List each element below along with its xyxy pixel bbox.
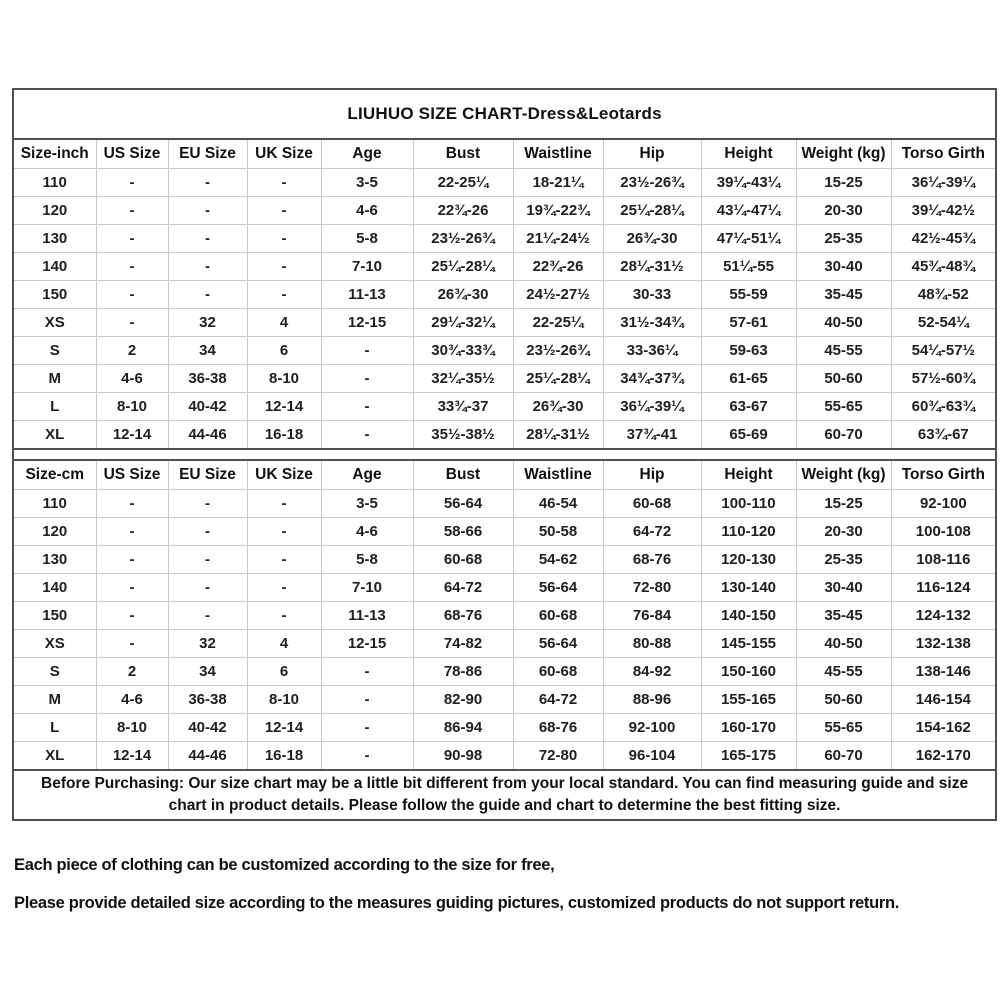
column-header: Waistline — [513, 460, 603, 490]
table-cell: - — [168, 281, 247, 309]
table-cell: 76-84 — [603, 602, 701, 630]
table-cell: 44-46 — [168, 742, 247, 771]
table-cell: 56-64 — [513, 574, 603, 602]
page-title: LIUHUO SIZE CHART-Dress&Leotards — [13, 89, 996, 139]
table-row — [13, 686, 996, 714]
table-cell: 15-25 — [796, 169, 891, 197]
table-cell: 3-5 — [321, 490, 413, 518]
table-cell: 50-60 — [796, 686, 891, 714]
table-cell: 12-14 — [247, 393, 321, 421]
table-cell: 110-120 — [701, 518, 796, 546]
table-cell: - — [247, 518, 321, 546]
table-cell: 20-30 — [796, 518, 891, 546]
table-cell: L — [13, 393, 96, 421]
table-cell: - — [168, 169, 247, 197]
table-cell: 7-10 — [321, 253, 413, 281]
table-cell: - — [96, 602, 168, 630]
table-cell: 8-10 — [247, 686, 321, 714]
table-cell: 146-154 — [891, 686, 996, 714]
table-cell: 4-6 — [321, 197, 413, 225]
table-cell: 120-130 — [701, 546, 796, 574]
table-cell: 132-138 — [891, 630, 996, 658]
table-row — [13, 630, 996, 658]
table-cell: 63¾-67 — [891, 421, 996, 450]
inch-table-body — [13, 169, 996, 450]
column-header: Age — [321, 139, 413, 169]
table-cell: 140 — [13, 574, 96, 602]
table-cell: - — [321, 658, 413, 686]
table-cell: 7-10 — [321, 574, 413, 602]
table-cell: - — [168, 225, 247, 253]
table-cell: 26¾-30 — [603, 225, 701, 253]
table-cell: 26¾-30 — [513, 393, 603, 421]
column-header: Bust — [413, 139, 513, 169]
table-cell: 3-5 — [321, 169, 413, 197]
table-cell: - — [96, 197, 168, 225]
table-cell: 150 — [13, 602, 96, 630]
table-cell: - — [247, 225, 321, 253]
table-cell: 4-6 — [321, 518, 413, 546]
column-header: Torso Girth — [891, 139, 996, 169]
table-cell: 34 — [168, 658, 247, 686]
table-cell: 54¼-57½ — [891, 337, 996, 365]
column-header: Weight (kg) — [796, 460, 891, 490]
table-cell: 39¼-43¼ — [701, 169, 796, 197]
table-cell: M — [13, 365, 96, 393]
table-cell: - — [96, 281, 168, 309]
table-cell: 32 — [168, 309, 247, 337]
table-cell: 25-35 — [796, 225, 891, 253]
table-cell: 74-82 — [413, 630, 513, 658]
table-cell: 56-64 — [413, 490, 513, 518]
table-cell: 6 — [247, 337, 321, 365]
column-header: Waistline — [513, 139, 603, 169]
table-cell: 58-66 — [413, 518, 513, 546]
table-cell: 44-46 — [168, 421, 247, 450]
table-cell: 12-14 — [96, 742, 168, 771]
table-cell: - — [247, 169, 321, 197]
table-cell: 22¾-26 — [513, 253, 603, 281]
separator-row — [13, 449, 996, 460]
table-cell: - — [96, 309, 168, 337]
table-cell: 33-36¼ — [603, 337, 701, 365]
table-cell: 43¼-47¼ — [701, 197, 796, 225]
table-cell: 145-155 — [701, 630, 796, 658]
table-cell: 57½-60¾ — [891, 365, 996, 393]
table-cell: 56-64 — [513, 630, 603, 658]
footer-line-customization: Each piece of clothing can be customized according to the size for free, — [14, 856, 555, 874]
table-cell: 68-76 — [413, 602, 513, 630]
table-cell: 55-65 — [796, 714, 891, 742]
table-cell: 23½-26¾ — [413, 225, 513, 253]
table-cell: 25¼-28¼ — [513, 365, 603, 393]
table-cell: 22¾-26 — [413, 197, 513, 225]
table-cell: 2 — [96, 658, 168, 686]
table-cell: 59-63 — [701, 337, 796, 365]
table-cell: 120 — [13, 197, 96, 225]
table-cell: 68-76 — [603, 546, 701, 574]
table-cell: 21¼-24½ — [513, 225, 603, 253]
table-cell: 4 — [247, 309, 321, 337]
table-row — [13, 281, 996, 309]
table-cell: 130 — [13, 546, 96, 574]
table-cell: 11-13 — [321, 281, 413, 309]
table-cell: - — [168, 253, 247, 281]
table-cell: - — [321, 421, 413, 450]
table-cell: 90-98 — [413, 742, 513, 771]
table-cell: 155-165 — [701, 686, 796, 714]
table-cell: 35-45 — [796, 602, 891, 630]
column-header: US Size — [96, 460, 168, 490]
table-cell: 60-68 — [413, 546, 513, 574]
table-cell: 140-150 — [701, 602, 796, 630]
table-cell: 63-67 — [701, 393, 796, 421]
table-cell: 92-100 — [891, 490, 996, 518]
table-cell: 96-104 — [603, 742, 701, 771]
table-cell: 50-60 — [796, 365, 891, 393]
table-cell: 29¼-32¼ — [413, 309, 513, 337]
table-row — [13, 574, 996, 602]
table-cell: 36-38 — [168, 686, 247, 714]
table-cell: 60-70 — [796, 742, 891, 771]
table-cell: 82-90 — [413, 686, 513, 714]
table-cell: 64-72 — [603, 518, 701, 546]
table-cell: - — [321, 686, 413, 714]
column-header: Hip — [603, 460, 701, 490]
table-cell: 11-13 — [321, 602, 413, 630]
table-cell: 8-10 — [96, 714, 168, 742]
table-cell: - — [321, 742, 413, 771]
column-header: EU Size — [168, 139, 247, 169]
table-cell: 80-88 — [603, 630, 701, 658]
table-cell: - — [247, 602, 321, 630]
table-cell: 16-18 — [247, 421, 321, 450]
table-cell: 55-59 — [701, 281, 796, 309]
table-cell: 23½-26¾ — [513, 337, 603, 365]
table-cell: 150-160 — [701, 658, 796, 686]
table-cell: 40-50 — [796, 630, 891, 658]
table-cell: 60-68 — [513, 658, 603, 686]
table-cell: XS — [13, 630, 96, 658]
column-header: Bust — [413, 460, 513, 490]
table-cell: 88-96 — [603, 686, 701, 714]
table-cell: 100-108 — [891, 518, 996, 546]
table-cell: - — [96, 546, 168, 574]
table-cell: 84-92 — [603, 658, 701, 686]
table-cell: 54-62 — [513, 546, 603, 574]
table-cell: 28¼-31½ — [603, 253, 701, 281]
table-cell: 12-15 — [321, 630, 413, 658]
title-row — [13, 89, 996, 139]
table-cell: 28¼-31½ — [513, 421, 603, 450]
column-header: UK Size — [247, 460, 321, 490]
table-cell: 86-94 — [413, 714, 513, 742]
table-cell: 130-140 — [701, 574, 796, 602]
table-cell: 18-21¼ — [513, 169, 603, 197]
table-cell: 120 — [13, 518, 96, 546]
table-cell: 57-61 — [701, 309, 796, 337]
table-cell: XL — [13, 421, 96, 450]
table-row — [13, 197, 996, 225]
table-cell: 64-72 — [413, 574, 513, 602]
table-cell: 65-69 — [701, 421, 796, 450]
table-cell: 2 — [96, 337, 168, 365]
table-cell: 5-8 — [321, 225, 413, 253]
table-cell: 34¾-37¾ — [603, 365, 701, 393]
table-cell: 35-45 — [796, 281, 891, 309]
table-cell: - — [96, 490, 168, 518]
table-row — [13, 518, 996, 546]
table-cell: 24½-27½ — [513, 281, 603, 309]
table-cell: 25¼-28¼ — [413, 253, 513, 281]
table-cell: - — [96, 169, 168, 197]
table-cell: - — [168, 518, 247, 546]
table-cell: 140 — [13, 253, 96, 281]
footer-notes — [14, 856, 989, 932]
table-row — [13, 169, 996, 197]
table-cell: 33¾-37 — [413, 393, 513, 421]
table-row — [13, 658, 996, 686]
table-cell: 60¾-63¾ — [891, 393, 996, 421]
table-cell: 20-30 — [796, 197, 891, 225]
table-cell: 60-68 — [603, 490, 701, 518]
table-cell: 8-10 — [96, 393, 168, 421]
size-chart-sheet — [12, 88, 995, 821]
table-cell: 26¾-30 — [413, 281, 513, 309]
table-row — [13, 714, 996, 742]
column-header: Age — [321, 460, 413, 490]
table-cell: 22-25¼ — [413, 169, 513, 197]
table-cell: 32 — [168, 630, 247, 658]
table-cell: 12-14 — [96, 421, 168, 450]
table-cell: 5-8 — [321, 546, 413, 574]
table-cell: 40-42 — [168, 714, 247, 742]
table-cell: 61-65 — [701, 365, 796, 393]
column-header: Size-inch — [13, 139, 96, 169]
table-cell: 110 — [13, 490, 96, 518]
table-cell: 52-54¼ — [891, 309, 996, 337]
table-cell: 12-14 — [247, 714, 321, 742]
table-cell: 37¾-41 — [603, 421, 701, 450]
table-cell: 42½-45¾ — [891, 225, 996, 253]
table-cell: 55-65 — [796, 393, 891, 421]
table-cell: 25-35 — [796, 546, 891, 574]
table-row — [13, 253, 996, 281]
table-cell: - — [247, 490, 321, 518]
table-cell: 36¼-39¼ — [603, 393, 701, 421]
inch-header-row — [13, 139, 996, 169]
table-cell: 72-80 — [603, 574, 701, 602]
table-cell: 68-76 — [513, 714, 603, 742]
table-cell: 23½-26¾ — [603, 169, 701, 197]
table-cell: 60-68 — [513, 602, 603, 630]
table-cell: 45-55 — [796, 337, 891, 365]
table-cell: 130 — [13, 225, 96, 253]
column-header: Weight (kg) — [796, 139, 891, 169]
footer-line-return-policy: Please provide detailed size according to the measures guiding pictures, customized products do not support return. — [14, 894, 900, 912]
table-cell: - — [168, 574, 247, 602]
table-cell: 15-25 — [796, 490, 891, 518]
table-cell: 45¾-48¾ — [891, 253, 996, 281]
column-header: Height — [701, 139, 796, 169]
table-cell: 162-170 — [891, 742, 996, 771]
column-header: Torso Girth — [891, 460, 996, 490]
table-cell: 4-6 — [96, 365, 168, 393]
table-cell: 39¼-42½ — [891, 197, 996, 225]
table-cell: - — [247, 253, 321, 281]
table-row — [13, 393, 996, 421]
table-cell: XS — [13, 309, 96, 337]
table-cell: 154-162 — [891, 714, 996, 742]
table-cell: 51¼-55 — [701, 253, 796, 281]
table-cell: 32¼-35½ — [413, 365, 513, 393]
purchase-note: Before Purchasing: Our size chart may be a little bit different from your local standard. You can find measuring guide and size chart in product details. Please follow the guide and chart to determine the best fitting size. — [13, 770, 996, 820]
table-cell: 22-25¼ — [513, 309, 603, 337]
table-cell: 30-40 — [796, 253, 891, 281]
table-row — [13, 421, 996, 450]
table-row — [13, 225, 996, 253]
column-header: Hip — [603, 139, 701, 169]
table-cell: 110 — [13, 169, 96, 197]
table-cell: - — [247, 574, 321, 602]
table-cell: XL — [13, 742, 96, 771]
note-row — [13, 770, 996, 820]
table-cell: - — [321, 393, 413, 421]
table-cell: 36-38 — [168, 365, 247, 393]
table-cell: 64-72 — [513, 686, 603, 714]
table-cell: 150 — [13, 281, 96, 309]
table-row — [13, 490, 996, 518]
table-cell: 45-55 — [796, 658, 891, 686]
table-cell: - — [96, 630, 168, 658]
table-cell: 48¾-52 — [891, 281, 996, 309]
table-cell: 30-40 — [796, 574, 891, 602]
table-cell: S — [13, 337, 96, 365]
table-row — [13, 742, 996, 771]
cm-table-body — [13, 490, 996, 771]
size-chart-table — [12, 88, 997, 821]
table-cell: 34 — [168, 337, 247, 365]
table-cell: - — [247, 197, 321, 225]
cm-header-row — [13, 460, 996, 490]
table-cell: 30¾-33¾ — [413, 337, 513, 365]
table-cell: - — [321, 337, 413, 365]
column-header: Size-cm — [13, 460, 96, 490]
table-cell: 124-132 — [891, 602, 996, 630]
table-cell: 108-116 — [891, 546, 996, 574]
table-cell: 36¼-39¼ — [891, 169, 996, 197]
table-cell: 25¼-28¼ — [603, 197, 701, 225]
table-row — [13, 365, 996, 393]
table-cell: - — [96, 253, 168, 281]
table-cell: 46-54 — [513, 490, 603, 518]
table-cell: 8-10 — [247, 365, 321, 393]
table-cell: 40-50 — [796, 309, 891, 337]
table-cell: - — [96, 225, 168, 253]
table-row — [13, 546, 996, 574]
table-cell: - — [321, 365, 413, 393]
table-cell: - — [96, 518, 168, 546]
table-cell: - — [247, 546, 321, 574]
table-cell: 6 — [247, 658, 321, 686]
table-row — [13, 602, 996, 630]
table-cell: 4 — [247, 630, 321, 658]
table-cell: - — [321, 714, 413, 742]
table-cell: 30-33 — [603, 281, 701, 309]
separator-cell — [13, 449, 996, 460]
table-cell: 165-175 — [701, 742, 796, 771]
table-cell: 50-58 — [513, 518, 603, 546]
table-cell: 92-100 — [603, 714, 701, 742]
table-cell: - — [168, 197, 247, 225]
table-cell: 116-124 — [891, 574, 996, 602]
table-cell: - — [168, 602, 247, 630]
table-row — [13, 309, 996, 337]
table-cell: 138-146 — [891, 658, 996, 686]
table-cell: 16-18 — [247, 742, 321, 771]
column-header: Height — [701, 460, 796, 490]
table-cell: L — [13, 714, 96, 742]
table-cell: - — [247, 281, 321, 309]
table-cell: 12-15 — [321, 309, 413, 337]
table-cell: - — [168, 490, 247, 518]
table-cell: 160-170 — [701, 714, 796, 742]
table-cell: 78-86 — [413, 658, 513, 686]
table-cell: 4-6 — [96, 686, 168, 714]
table-cell: 31½-34¾ — [603, 309, 701, 337]
table-cell: 35½-38½ — [413, 421, 513, 450]
column-header: UK Size — [247, 139, 321, 169]
column-header: EU Size — [168, 460, 247, 490]
table-cell: - — [96, 574, 168, 602]
table-cell: M — [13, 686, 96, 714]
table-cell: 40-42 — [168, 393, 247, 421]
table-cell: 19¾-22¾ — [513, 197, 603, 225]
table-cell: 100-110 — [701, 490, 796, 518]
table-cell: S — [13, 658, 96, 686]
column-header: US Size — [96, 139, 168, 169]
table-cell: 72-80 — [513, 742, 603, 771]
table-cell: 47¼-51¼ — [701, 225, 796, 253]
table-row — [13, 337, 996, 365]
table-cell: - — [168, 546, 247, 574]
table-cell: 60-70 — [796, 421, 891, 450]
